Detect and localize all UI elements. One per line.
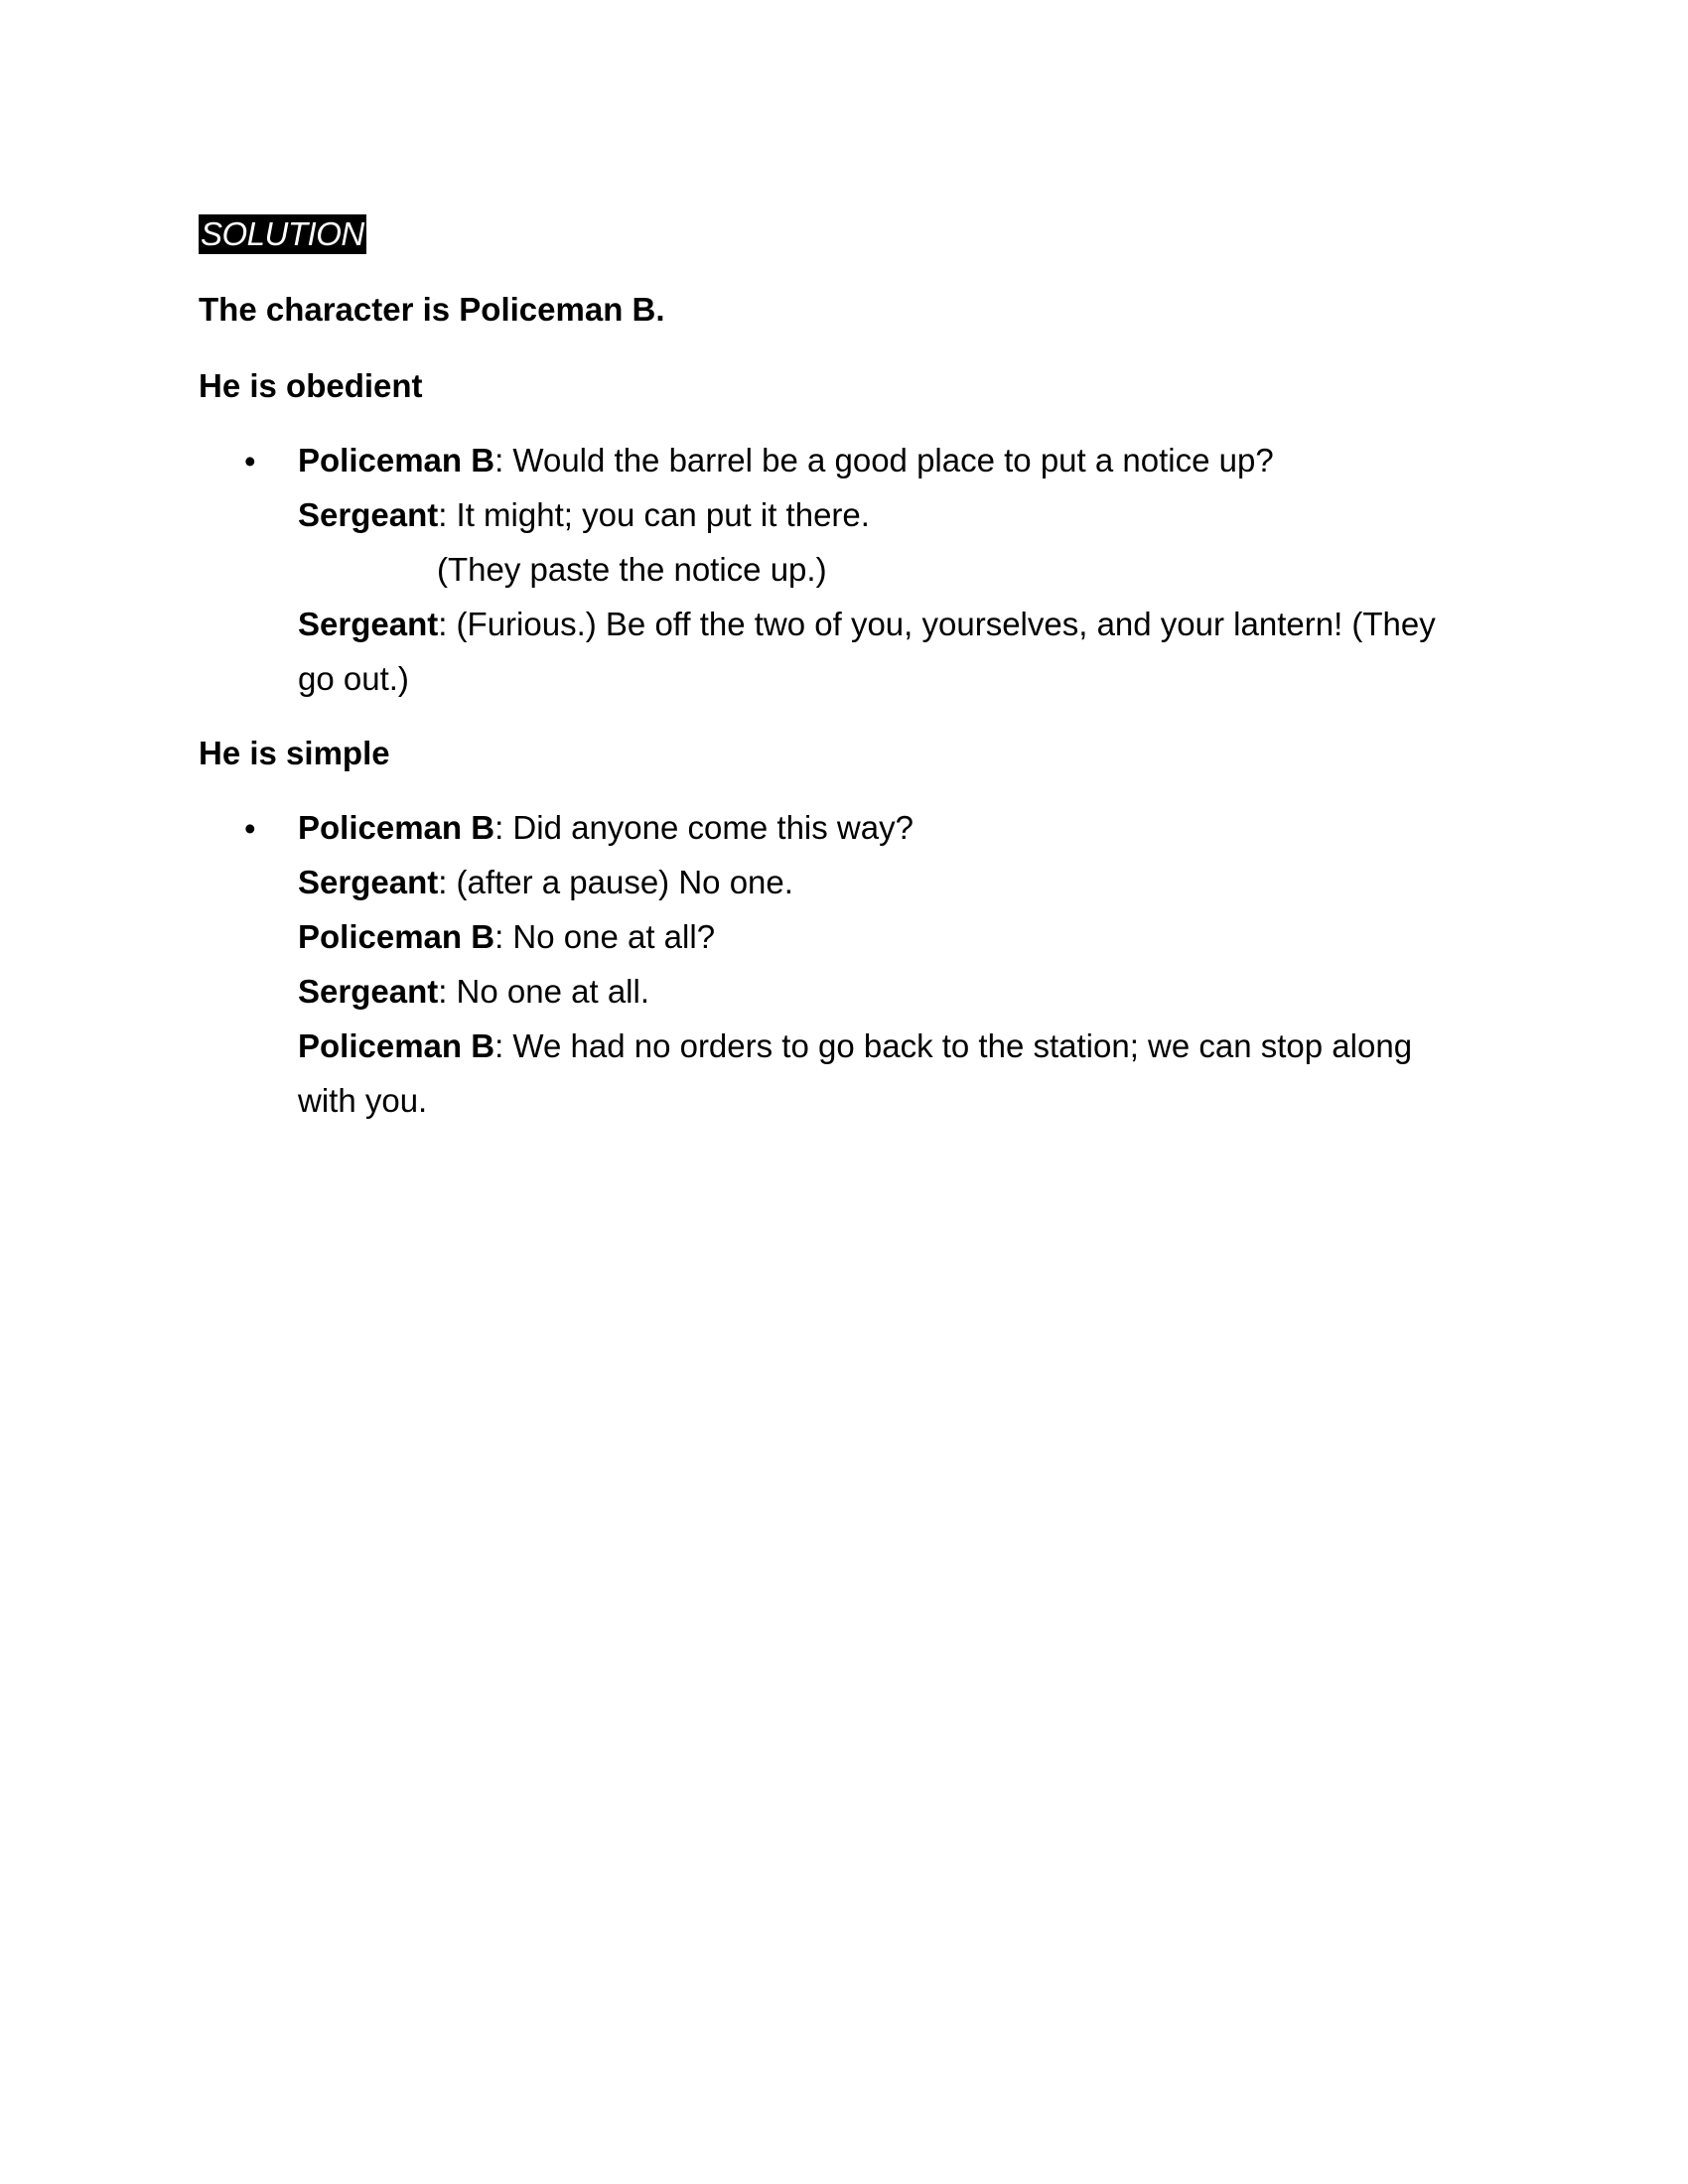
speaker-name: Sergeant [298,973,439,1010]
section-heading-simple: He is simple [199,735,390,771]
dialogue-line [298,863,793,902]
solution-label: SOLUTION [201,215,364,252]
bullet-icon: • [244,443,256,479]
dialogue-text: with you. [298,1082,428,1119]
dialogue-line [298,1026,1412,1066]
dialogue-text: (They paste the notice up.) [437,551,827,588]
dialogue-line-continuation [298,659,409,699]
dialogue-text: : Would the barrel be a good place to put a notice up? [494,442,1274,478]
speaker-name: Sergeant [298,496,439,533]
dialogue-text: : No one at all. [438,973,650,1010]
dialogue-text: : (Furious.) Be off the two of you, yourselves, and your lantern! (They [438,606,1436,642]
speaker-name: Policeman B [298,918,495,955]
speaker-name: Policeman B [298,442,495,478]
intro-heading: The character is Policeman B. [199,291,665,328]
dialogue-line [298,808,914,848]
dialogue-line [298,605,1436,644]
speaker-name: Sergeant [298,864,439,900]
stage-direction [437,550,827,590]
dialogue-line [298,495,870,535]
dialogue-text: go out.) [298,660,409,697]
section-heading-obedient: He is obedient [199,367,423,404]
speaker-name: Policeman B [298,809,495,846]
speaker-name: Policeman B [298,1027,495,1064]
dialogue-text: : We had no orders to go back to the station; we can stop along [494,1027,1413,1064]
dialogue-text: : No one at all? [494,918,716,955]
dialogue-line [298,972,649,1012]
dialogue-line-continuation [298,1081,427,1121]
dialogue-text: : Did anyone come this way? [494,809,914,846]
speaker-name: Sergeant [298,606,439,642]
bullet-icon: • [244,810,256,847]
dialogue-text: : It might; you can put it there. [438,496,870,533]
dialogue-line [298,441,1274,480]
dialogue-line [298,917,715,957]
dialogue-text: : (after a pause) No one. [438,864,793,900]
